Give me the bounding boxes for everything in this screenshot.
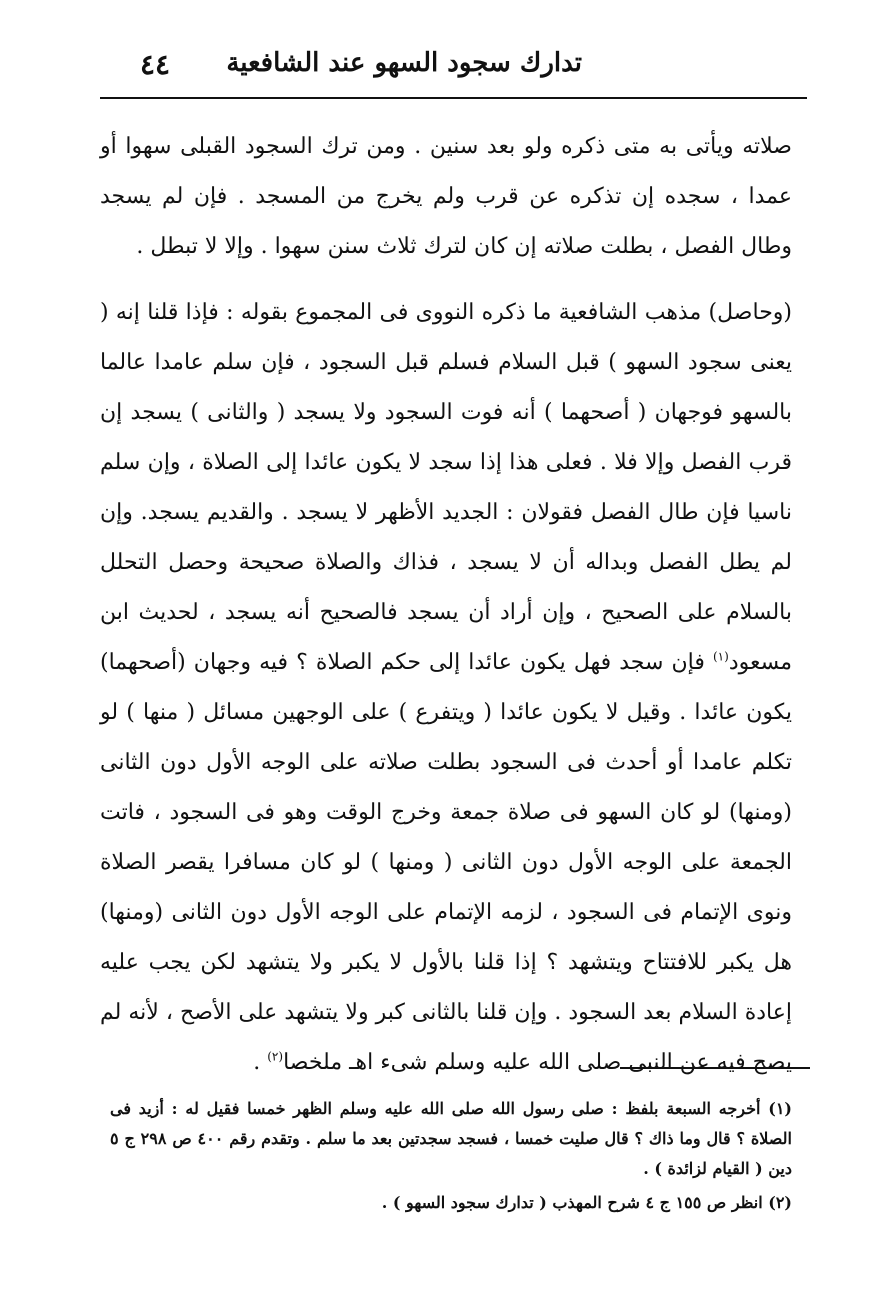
footnote-1: (١) أخرجه السبعة بلفظ : صلى رسول الله صلى الله عليه وسلم الظهر خمسا فقيل له : أزيد فى الصلاة ؟ قال وما ذاك ؟ قال صليت خمسا ، فسجد سجدتين بعد ما سلم . وتقدم رقم ٤٠٠ ص ٢٩٨ ج ٥ دين ( القيام لزائدة ) . (110, 1099, 793, 1178)
main-text (100, 122, 792, 1088)
paragraph-1: صلاته ويأتى به متى ذكره ولو بعد سنين . ومن ترك السجود القبلى سهوا أو عمدا ، سجده إن تذكره عن قرب ولم يخرج من المسجد . فإن لم يسجد وطال الفصل ، بطلت صلاته إن كان لترك ثلاث سنن سهوا . وإلا لا تبطل . (100, 134, 792, 259)
page-header (100, 40, 792, 92)
footnote-separator (620, 1067, 810, 1069)
running-title: تدارك سجود السهو عند الشافعية (226, 48, 582, 78)
footnote-2: (٢) انظر ص ١٥٥ ج ٤ شرح المهذب ( تدارك سجود السهو ) . (381, 1193, 792, 1212)
paragraph-2-end: . (253, 1050, 268, 1075)
paragraph-2 (100, 288, 792, 1088)
footnote-marker-2: (٢) (267, 1049, 284, 1064)
page-number: ٤٤ (140, 48, 171, 81)
paragraph-2-tail: فإن سجد فهل يكون عائدا إلى حكم الصلاة ؟ فيه وجهان (أصحهما) يكون عائدا . وقيل لا يكون عائدا ( ويتفرع ) على الوجهين مسائل ( منها ) لو تكلم عامدا أو أحدث فى السجود بطلت صلاته على الوجه الأول دون الثانى (ومنها) لو كان السهو فى صلاة جمعة وخرج الوقت وهو فى السجود ، فاتت الجمعة على الوجه الأول دون الثانى ( ومنها ) لو كان مسافرا يقصر الصلاة ونوى الإتمام فى السجود ، لزمه الإتمام على الوجه الأول دون الثانى (ومنها) هل يكبر للافتتاح ويتشهد ؟ إذا قلنا بالأول لا يكبر ولا يتشهد لكن يجب عليه إعادة السلام بعد السجود . وإن قلنا بالثانى كبر ولا يتشهد على الأصح ، لأنه لم يصح فيه عن النبى صلى الله عليه وسلم شىء اهـ ملخصا (100, 650, 792, 1075)
footnotes (110, 1094, 792, 1222)
header-rule (100, 97, 807, 99)
footnote-marker-1: (١) (712, 649, 729, 664)
paragraph-2-text: (وحاصل) مذهب الشافعية ما ذكره النووى فى المجموع بقوله : فإذا قلنا إنه ( يعنى سجود السهو ) قبل السلام فسلم قبل السجود ، فإن سلم عامدا عالما بالسهو فوجهان ( أصحهما ) أنه فوت السجود ولا يسجد ( والثانى ) يسجد إن قرب الفصل وإلا فلا . فعلى هذا إذا سجد لا يكون عائدا إلى الصلاة ، وإن سلم ناسيا فإن طال الفصل فقولان : الجديد الأظهر لا يسجد . والقديم يسجد. وإن لم يطل الفصل وبداله أن لا يسجد ، فذاك والصلاة صحيحة وحصل التحلل بالسلام على الصحيح ، وإن أراد أن يسجد فالصحيح أنه يسجد ، لحديث ابن مسعود (100, 300, 792, 675)
